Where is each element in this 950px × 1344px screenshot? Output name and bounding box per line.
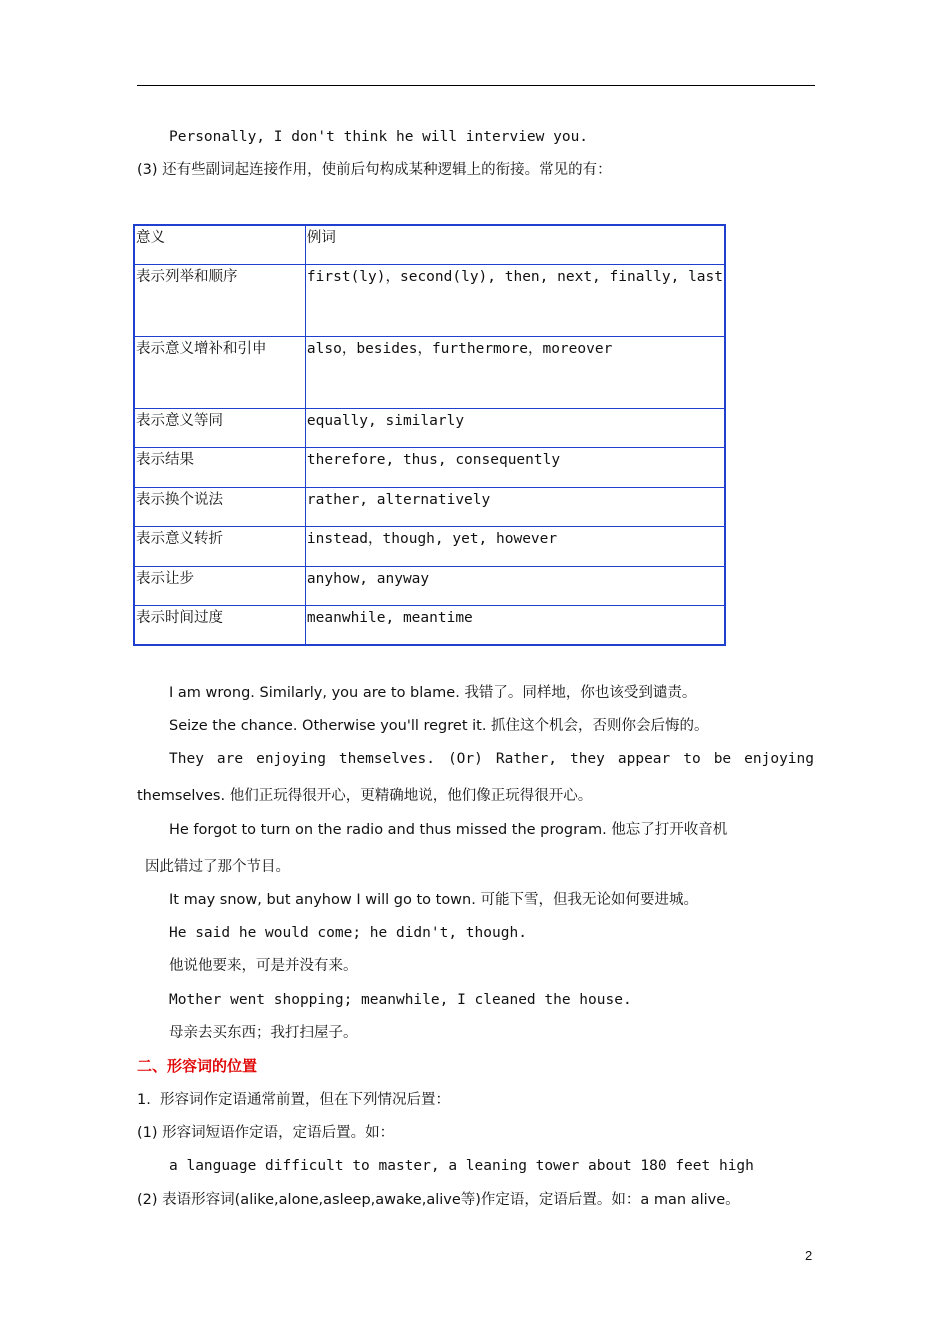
table-row (134, 264, 725, 336)
table-cell-meaning: 表示意义等同 (134, 408, 305, 447)
example-line: Mother went shopping; meanwhile, I cleaned the house. (169, 992, 632, 1008)
rule-text: 1. 形容词作定语通常前置，但在下列情况后置： (137, 1092, 451, 1108)
header-meaning: 意义 (134, 225, 305, 264)
table-cell-examples: therefore, thus, consequently (305, 447, 725, 487)
table-row (134, 336, 725, 408)
example-line: 母亲去买东西；我打扫屋子。 (169, 1025, 358, 1041)
section-heading: 二、形容词的位置 (137, 1057, 258, 1075)
table-cell-meaning: 表示列举和顺序 (134, 264, 305, 336)
table-cell-examples: meanwhile, meantime (305, 605, 725, 645)
adverb-table (133, 224, 726, 646)
example-line: He forgot to turn on the radio and thus missed the program. 他忘了打开收音机 (169, 822, 728, 838)
example-line: 他说他要来，可是并没有来。 (169, 958, 358, 974)
header-examples: 例词 (305, 225, 725, 264)
example-line: It may snow, but anyhow I will go to town. 可能下雪，但我无论如何要进城。 (169, 892, 698, 908)
example-line: They are enjoying themselves. (Or) Rather, they appear to be enjoying (169, 751, 814, 767)
example-line: I am wrong. Similarly, you are to blame. 我错了。同样地，你也该受到谴责。 (169, 685, 697, 701)
table-cell-examples: also，besides，furthermore，moreover (305, 336, 725, 408)
example-line: Seize the chance. Otherwise you'll regret it. 抓住这个机会，否则你会后悔的。 (169, 718, 709, 734)
table-row (134, 526, 725, 566)
table-header-row (134, 225, 725, 264)
table-row (134, 605, 725, 645)
example-line: themselves. 他们正玩得很开心，更精确地说，他们像正玩得很开心。 (137, 788, 593, 804)
example-line: He said he would come; he didn't, though. (169, 925, 527, 941)
example-line: a language difficult to master, a leaning tower about 180 feet high (169, 1158, 754, 1174)
table-row (134, 408, 725, 447)
point-3-text: (3) 还有些副词起连接作用，使前后句构成某种逻辑上的衔接。常见的有： (137, 162, 612, 178)
rule-text: (1) 形容词短语作定语，定语后置。如： (137, 1125, 395, 1141)
table-cell-examples: equally, similarly (305, 408, 725, 447)
table-cell-examples: instead，though, yet, however (305, 526, 725, 566)
table-cell-meaning: 表示换个说法 (134, 487, 305, 526)
table-cell-meaning: 表示结果 (134, 447, 305, 487)
table-cell-examples: first(ly)，second(ly), then, next, finally, last (305, 264, 725, 336)
table-cell-meaning: 表示让步 (134, 566, 305, 605)
header-rule (137, 85, 815, 86)
example-personally: Personally, I don't think he will interview you. (169, 129, 589, 145)
table-row (134, 447, 725, 487)
example-line: 因此错过了那个节目。 (145, 859, 290, 875)
rule-text: (2) 表语形容词(alike,alone,asleep,awake,alive等)作定语，定语后置。如：a man alive。 (137, 1192, 740, 1208)
table-cell-examples: anyhow, anyway (305, 566, 725, 605)
page-number: 2 (805, 1248, 813, 1263)
table-row (134, 487, 725, 526)
table-cell-meaning: 表示时间过度 (134, 605, 305, 645)
table-cell-meaning: 表示意义转折 (134, 526, 305, 566)
table-cell-examples: rather, alternatively (305, 487, 725, 526)
table-cell-meaning: 表示意义增补和引申 (134, 336, 305, 408)
table-row (134, 566, 725, 605)
